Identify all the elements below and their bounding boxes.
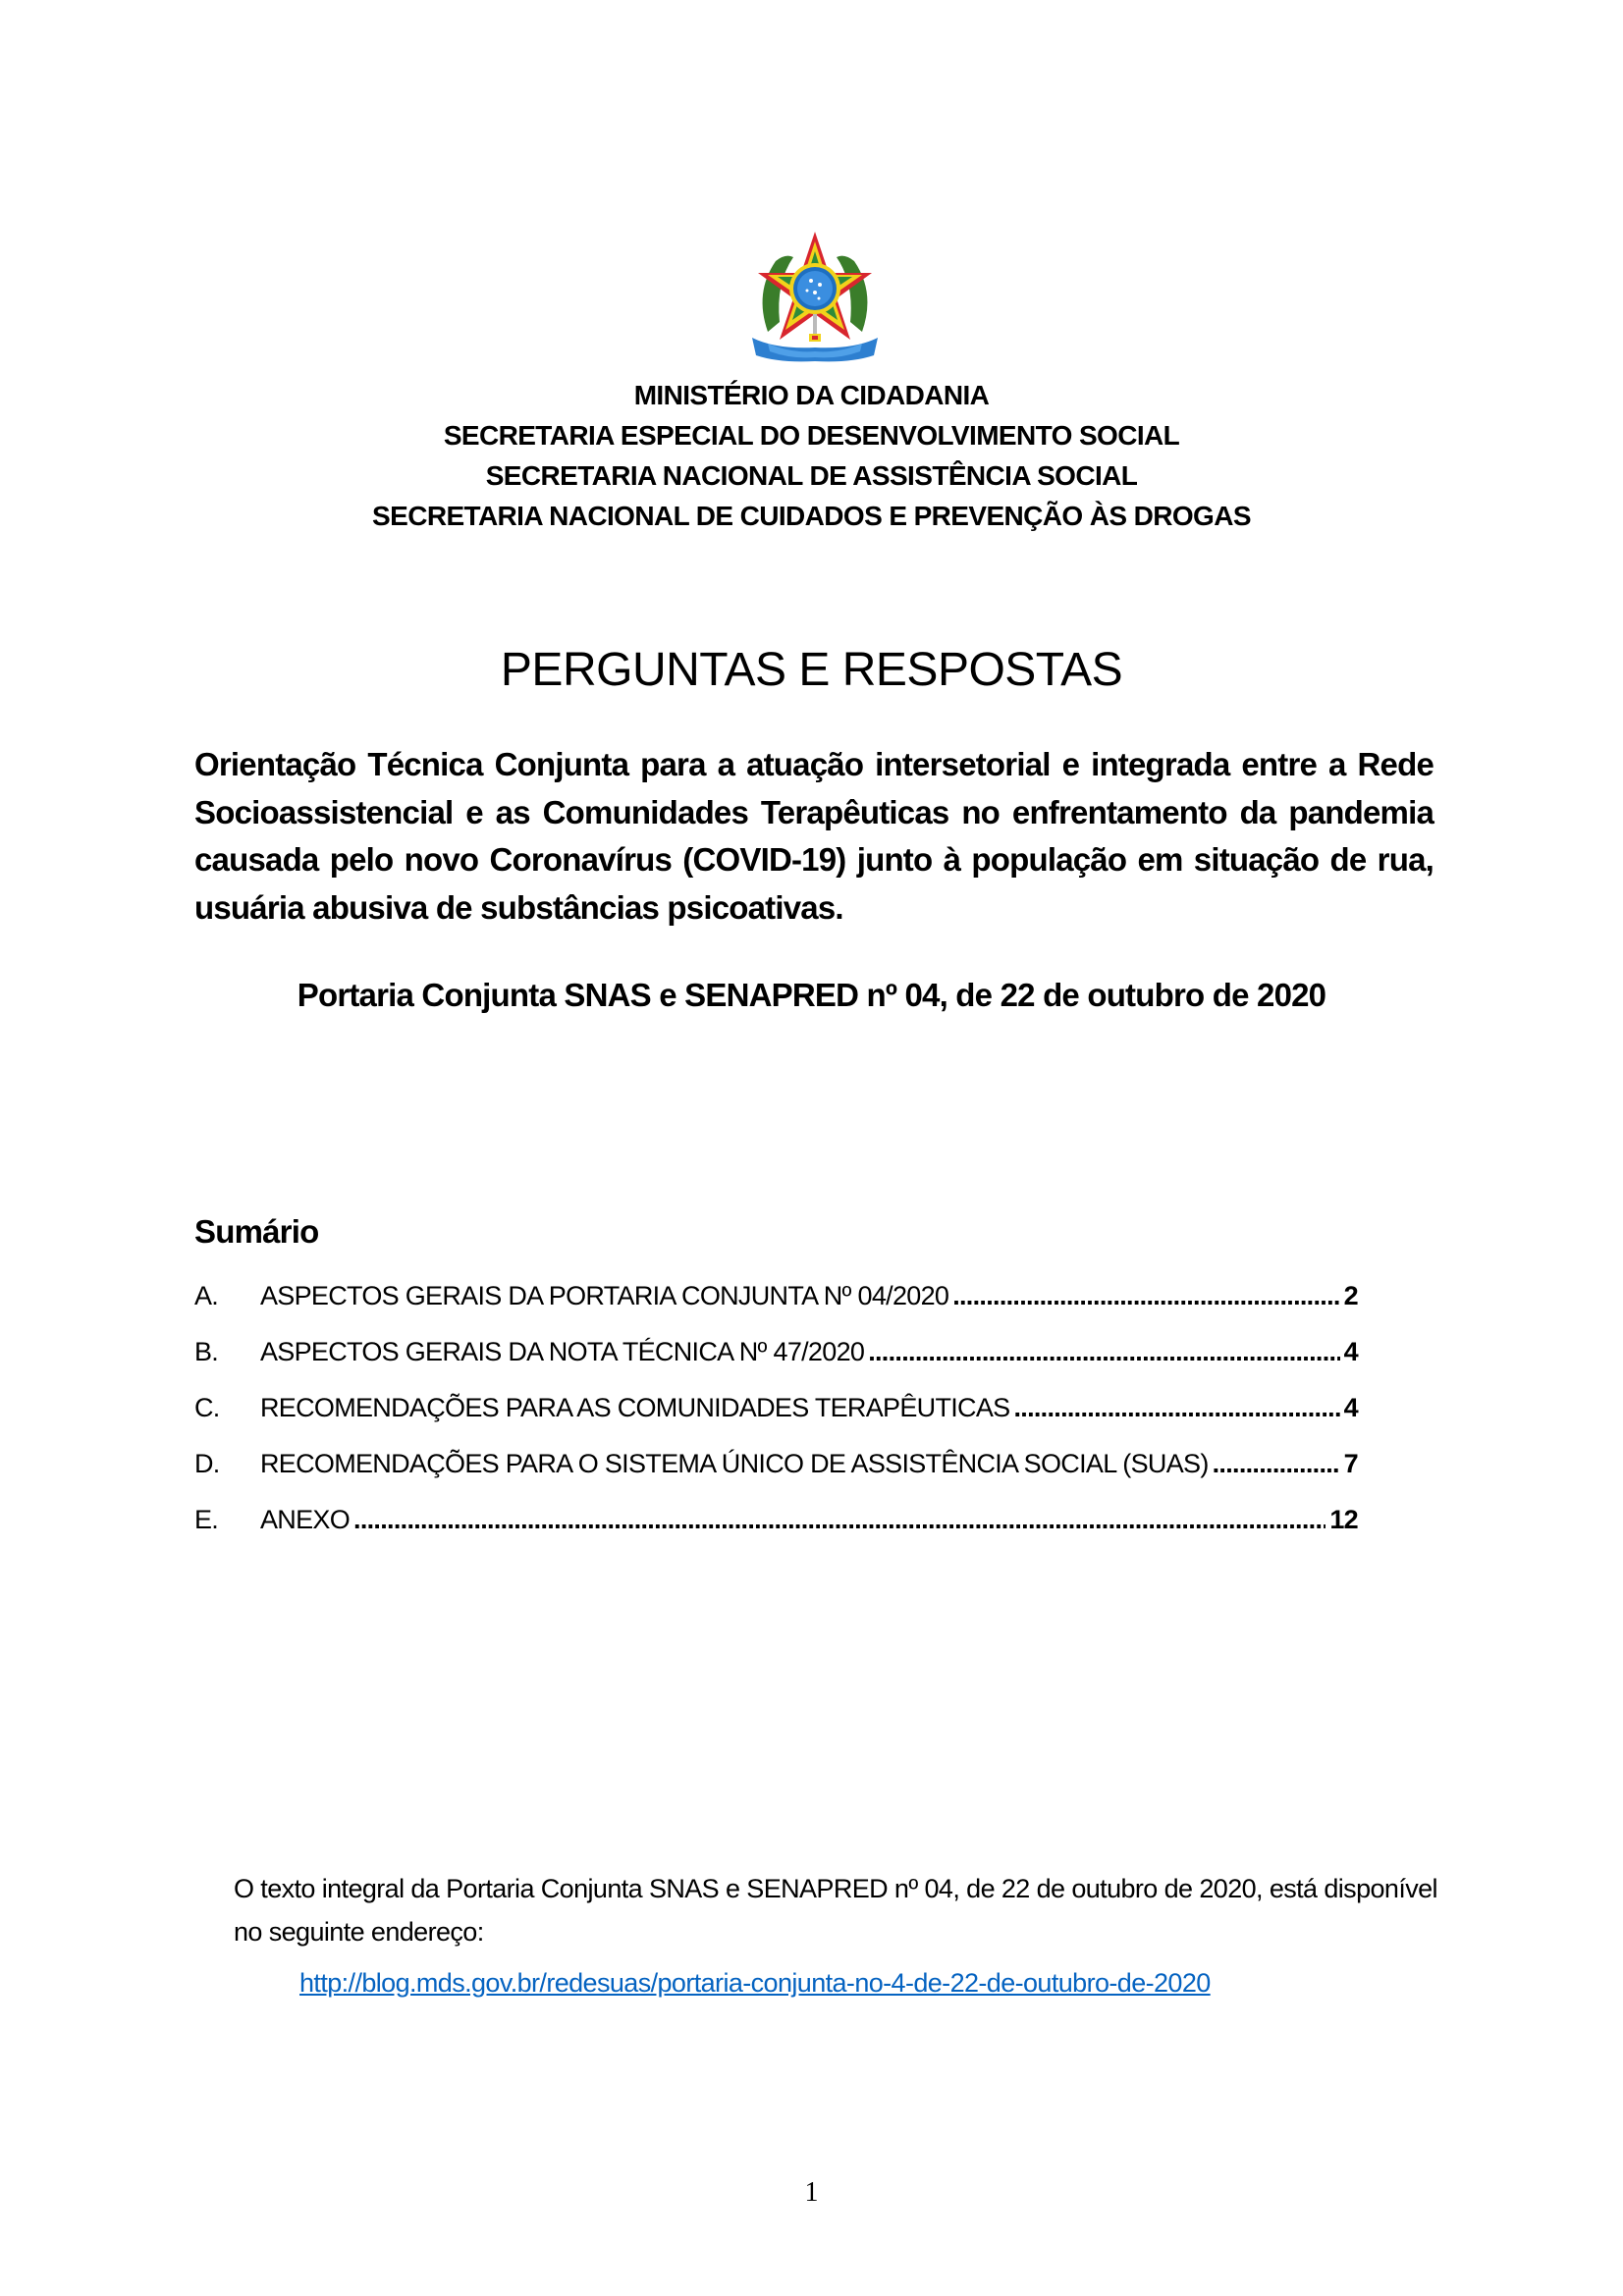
toc-entry-page[interactable]: 4 — [1343, 1337, 1358, 1366]
toc-entry-letter: C. — [194, 1393, 220, 1422]
toc-entry-letter: D. — [194, 1449, 220, 1478]
toc-entry-letter: B. — [194, 1337, 219, 1366]
toc-entry-letter: A. — [194, 1281, 219, 1310]
toc-leader-dots — [952, 1281, 1339, 1311]
toc-leader-dots — [1013, 1393, 1339, 1423]
full-text-note: O texto integral da Portaria Conjunta SNAS e SENAPRED nº 04, de 22 de outubro de 2020, está disponível no seguinte endereço: — [234, 1874, 1437, 1947]
toc-leader-dots — [868, 1337, 1339, 1367]
toc-entry[interactable] — [194, 1337, 1358, 1393]
toc-entry[interactable] — [194, 1281, 1358, 1337]
header-line-social-assistance: SECRETARIA NACIONAL DE ASSISTÊNCIA SOCIAL — [485, 460, 1138, 491]
toc-entry-page[interactable]: 12 — [1329, 1505, 1358, 1534]
toc-entry-letter: E. — [194, 1505, 219, 1534]
portaria-reference: Portaria Conjunta SNAS e SENAPRED nº 04, de 22 de outubro de 2020 — [297, 977, 1326, 1013]
document-title: PERGUNTAS E RESPOSTAS — [500, 644, 1123, 696]
toc-entry[interactable] — [194, 1449, 1358, 1505]
header-line-ministry: MINISTÉRIO DA CIDADANIA — [633, 380, 990, 410]
toc-entry[interactable] — [194, 1505, 1358, 1561]
header-line-special-secretariat: SECRETARIA ESPECIAL DO DESENVOLVIMENTO SOCIAL — [443, 420, 1180, 451]
document-subtitle: Orientação Técnica Conjunta para a atuação intersetorial e integrada entre a Rede Socioassistencial e as Comunidades Terapêuticas no enfrentamento da pandemia causada pelo novo Coronavírus (COVID-19) junto à população em situação de rua, usuária abusiva de substâncias psicoativas. — [194, 746, 1434, 926]
toc-entry-page[interactable]: 7 — [1343, 1449, 1358, 1478]
toc-entry-text[interactable]: RECOMENDAÇÕES PARA O SISTEMA ÚNICO DE ASSISTÊNCIA SOCIAL (SUAS) — [260, 1449, 1209, 1478]
toc-entry[interactable] — [194, 1393, 1358, 1449]
institution-header — [0, 375, 1623, 536]
table-of-contents — [194, 1281, 1358, 1561]
toc-entry-text[interactable]: RECOMENDAÇÕES PARA AS COMUNIDADES TERAPÊUTICAS — [260, 1393, 1010, 1422]
page-number: 1 — [804, 2177, 819, 2208]
toc-entry-text[interactable]: ANEXO — [260, 1505, 351, 1534]
toc-leader-dots — [1213, 1449, 1340, 1479]
summary-heading: Sumário — [194, 1213, 319, 1250]
toc-entry-page[interactable]: 4 — [1343, 1393, 1358, 1422]
portaria-link[interactable]: http://blog.mds.gov.br/redesuas/portaria-conjunta-no-4-de-22-de-outubro-de-2020 — [299, 1968, 1211, 1998]
toc-entry-text[interactable]: ASPECTOS GERAIS DA PORTARIA CONJUNTA Nº 04/2020 — [260, 1281, 949, 1310]
toc-entry-text[interactable]: ASPECTOS GERAIS DA NOTA TÉCNICA Nº 47/2020 — [260, 1337, 865, 1366]
toc-leader-dots — [353, 1505, 1325, 1535]
coat-of-arms-icon — [746, 224, 884, 366]
header-line-drug-prevention: SECRETARIA NACIONAL DE CUIDADOS E PREVENÇÃO ÀS DROGAS — [372, 501, 1251, 531]
toc-entry-page[interactable]: 2 — [1343, 1281, 1358, 1310]
